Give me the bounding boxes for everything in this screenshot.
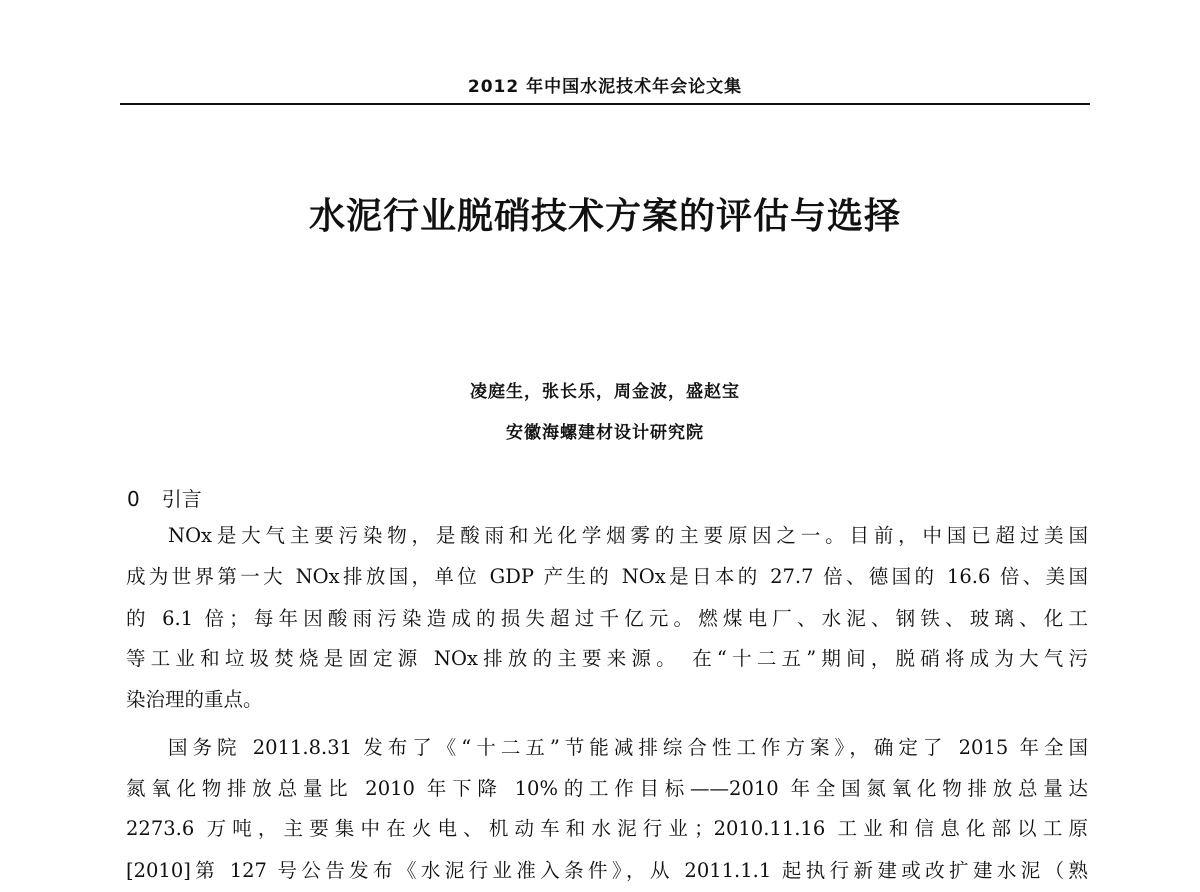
body-line: 染治理的重点。 <box>126 688 263 711</box>
section-title: 引言 <box>161 487 202 511</box>
paper-title: 水泥行业脱硝技术方案的评估与选择 <box>308 196 901 237</box>
body-line: 的 6.1 倍；每年因酸雨污染造成的损失超过千亿元。燃煤电厂、水泥、钢铁、玻璃、化工 <box>126 607 1088 630</box>
section-heading <box>127 483 202 512</box>
running-header: 2012 年中国水泥技术年会论文集 <box>467 77 743 97</box>
body-line: 等工业和垃圾焚烧是固定源 NOx排放的主要来源。 在“十二五”期间，脱硝将成为大气污 <box>126 647 1088 670</box>
paper-affiliation: 安徽海螺建材设计研究院 <box>506 423 704 443</box>
paper-authors: 凌庭生，张长乐，周金波，盛赵宝 <box>470 382 740 402</box>
body-line: 氮氧化物排放总量比 2010 年下降 10%的工作目标——2010 年全国氮氧化物排放总量达 <box>126 777 1088 800</box>
body-line: NOx是大气主要污染物，是酸雨和光化学烟雾的主要原因之一。目前，中国已超过美国 <box>168 524 1088 547</box>
body-line: 成为世界第一大 NOx排放国，单位 GDP 产生的 NOx是日本的 27.7 倍、德国的 16.6 倍、美国 <box>126 565 1088 588</box>
body-line: [2010]第 127 号公告发布《水泥行业准入条件》，从 2011.1.1 起执行新建或改扩建水泥（熟 <box>126 859 1088 882</box>
header-rule <box>120 103 1090 105</box>
body-line: 国务院 2011.8.31 发布了《“十二五”节能减排综合性工作方案》，确定了 2015 年全国 <box>168 736 1088 759</box>
body-line: 2273.6 万吨，主要集中在火电、机动车和水泥行业；2010.11.16 工业和信息化部以工原 <box>126 817 1088 840</box>
section-number: 0 <box>127 487 140 511</box>
